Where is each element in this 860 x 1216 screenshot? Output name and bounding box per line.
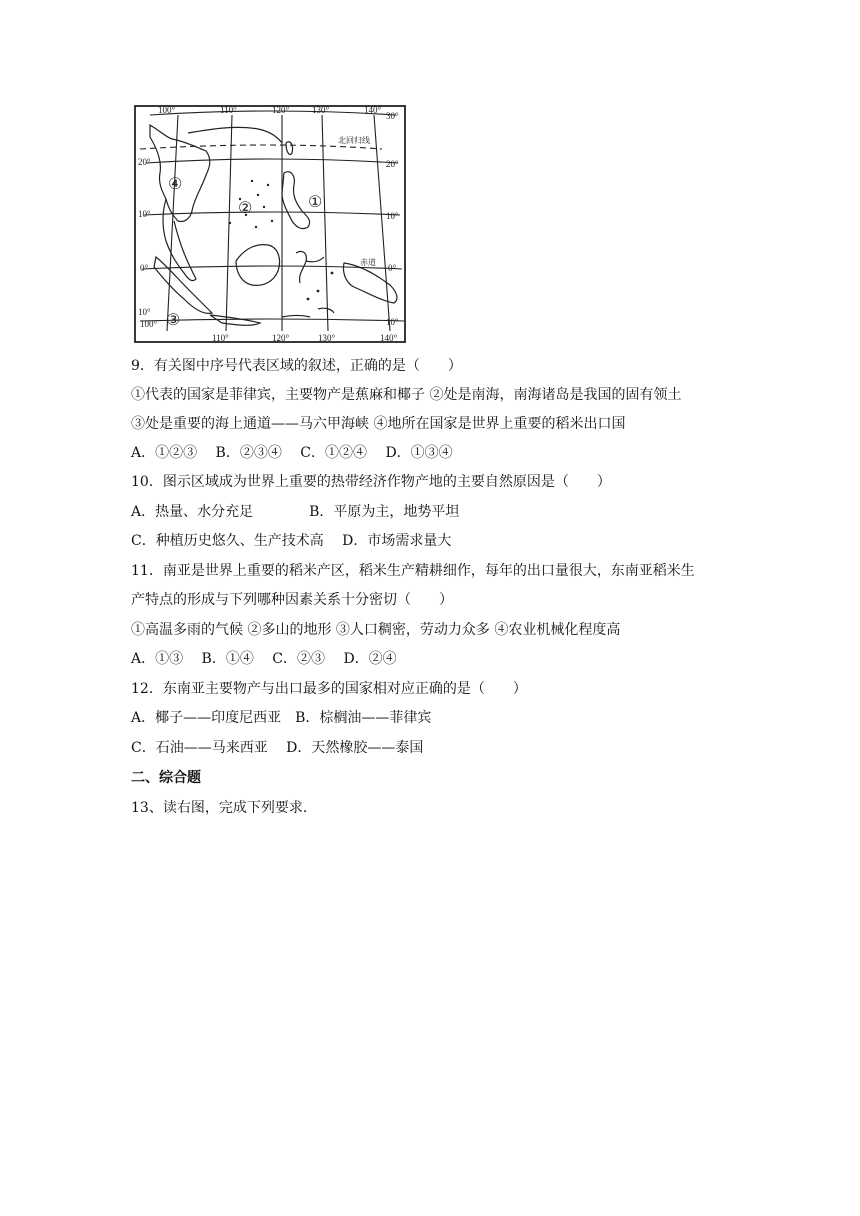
southeast-asia-map bbox=[132, 103, 408, 345]
question-9-options: A．①②③ B．②③④ C．①②④ D．①③④ bbox=[131, 445, 453, 461]
lon-label-bottom: 100° bbox=[140, 319, 158, 329]
lon-label-top: 130° bbox=[312, 105, 330, 115]
marker-1: ① bbox=[308, 194, 323, 211]
question-11-stem: 11．南亚是世界上重要的稻米产区，稻米生产精耕细作，每年的出口量很大，东南亚稻米生 bbox=[131, 563, 695, 579]
marker-2: ② bbox=[238, 200, 253, 217]
question-10-options: A．热量、水分充足 B．平原为主，地势平坦 bbox=[131, 504, 460, 520]
tropic-label: 北回归线 bbox=[338, 136, 370, 145]
question-13-stem: 13、读右图，完成下列要求． bbox=[131, 800, 317, 816]
lat-label-right: 30° bbox=[386, 111, 399, 121]
question-12-stem: 12．东南亚主要物产与出口最多的国家相对应正确的是（ ） bbox=[131, 681, 527, 697]
question-10-options: C．种植历史悠久、生产技术高 D．市场需求量大 bbox=[131, 533, 452, 549]
lon-label-bottom: 120° bbox=[272, 333, 290, 343]
lat-label-left: 10° bbox=[138, 209, 151, 219]
equator-label: 赤道 bbox=[360, 258, 376, 267]
question-9-statements: ③处是重要的海上通道——马六甲海峡 ④地所在国家是世界上重要的稻米出口国 bbox=[131, 416, 626, 432]
lat-label-right: 10° bbox=[386, 211, 399, 221]
question-12-options: C．石油——马来西亚 D．天然橡胶——泰国 bbox=[131, 740, 424, 756]
question-9-stem: 9．有关图中序号代表区域的叙述，正确的是（ ） bbox=[131, 358, 462, 374]
question-10-stem: 10．图示区域成为世界上重要的热带经济作物产地的主要自然原因是（ ） bbox=[131, 474, 611, 490]
marker-3: ③ bbox=[166, 312, 181, 329]
lon-label-bottom: 110° bbox=[212, 333, 229, 343]
lon-label-top: 140° bbox=[364, 105, 382, 115]
question-12-options: A．椰子——印度尼西亚 B．棕榈油——菲律宾 bbox=[131, 710, 432, 726]
lat-label-right: 20° bbox=[386, 159, 399, 169]
question-11-stem: 产特点的形成与下列哪种因素关系十分密切（ ） bbox=[131, 592, 453, 608]
lat-label-left: 0° bbox=[140, 263, 149, 273]
lon-label-top: 110° bbox=[220, 105, 237, 115]
question-11-options: A．①③ B．①④ C．②③ D．②④ bbox=[131, 651, 397, 667]
lat-label-right: 0° bbox=[388, 263, 397, 273]
lon-label-top: 120° bbox=[272, 105, 290, 115]
lon-label-bottom: 130° bbox=[318, 333, 336, 343]
lat-label-left: 10° bbox=[138, 307, 151, 317]
lon-label-top: 100° bbox=[158, 105, 176, 115]
lat-label-left: 20° bbox=[138, 157, 151, 167]
marker-4: ④ bbox=[168, 176, 183, 193]
question-11-statements: ①高温多雨的气候 ②多山的地形 ③人口稠密，劳动力众多 ④农业机械化程度高 bbox=[131, 622, 621, 638]
section-heading: 二、综合题 bbox=[131, 770, 201, 786]
question-9-statements: ①代表的国家是菲律宾，主要物产是蕉麻和椰子 ②处是南海，南海诸岛是我国的固有领土 bbox=[131, 387, 682, 403]
lat-label-right: 10° bbox=[386, 317, 399, 327]
lon-label-bottom: 140° bbox=[380, 333, 398, 343]
